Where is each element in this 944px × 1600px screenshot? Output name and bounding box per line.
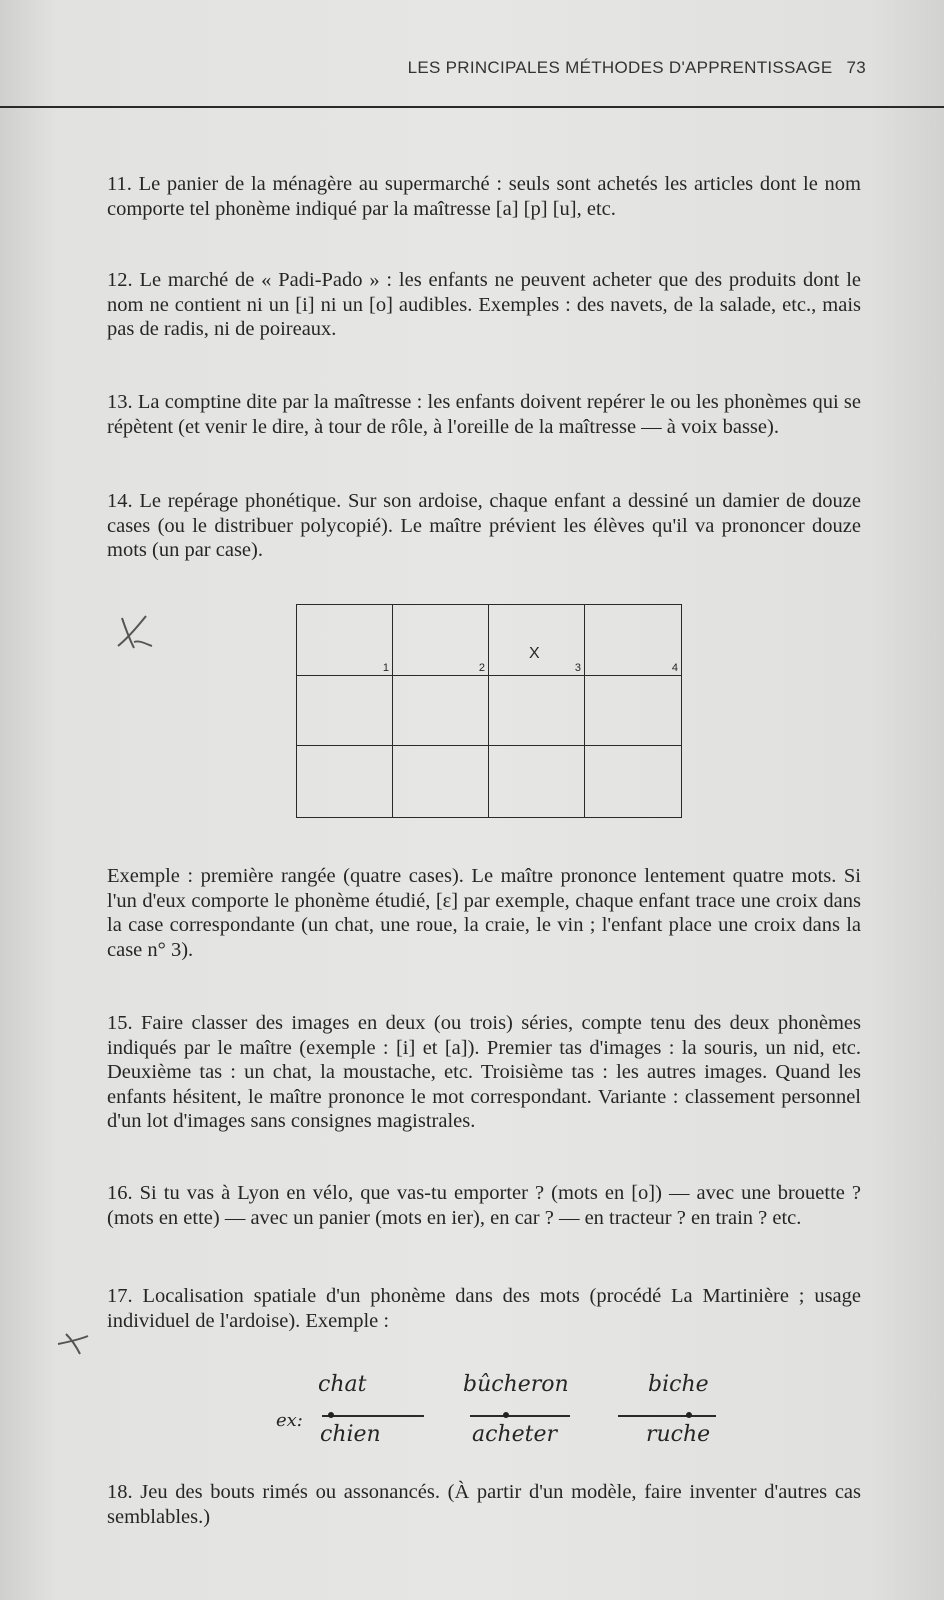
example-line xyxy=(322,1415,424,1417)
grid-cell xyxy=(585,746,681,817)
item-14: 14. Le repérage phonétique. Sur son ardoise, chaque enfant a dessiné un damier de douze cases (ou le distribuer polycopié). Le maître prévient les élèves qu'il va prononcer douze mots (un par case). xyxy=(107,490,861,561)
grid-cell xyxy=(297,746,393,817)
item-17: 17. Localisation spatiale d'un phonème dans des mots (procédé La Martinière ; usage individuel de l'ardoise). Exemple : xyxy=(107,1285,861,1332)
twelve-cell-grid xyxy=(296,604,682,818)
cross-mark: X xyxy=(529,645,540,662)
grid-cell xyxy=(489,746,585,817)
running-header xyxy=(408,58,866,78)
grid-cell xyxy=(297,676,393,747)
item-15: 15. Faire classer des images en deux (ou trois) séries, compte tenu des deux phonèmes indiqués par le maître (exemple : [i] et [a]). Premier tas d'images : la souris, un nid, etc. Deuxième tas : un chat, la moustache, etc. Troisième tas : les autres images. Quand les enfants hésitent, le maître prononce le mot correspondant. Variante : classement personnel d'un lot d'images sans consignes magistrales. xyxy=(107,1012,861,1132)
grid-cell xyxy=(489,605,585,676)
grid-cell xyxy=(393,746,489,817)
cursive-word-top: biche xyxy=(648,1372,709,1397)
item-16: 16. Si tu vas à Lyon en vélo, que vas-tu emporter ? (mots en [o]) — avec une brouette ? (mots en ette) — avec un panier (mots en ier), en car ? — en tracteur ? en train ? etc. xyxy=(107,1182,861,1229)
grid-cell xyxy=(393,605,489,676)
item-12: 12. Le marché de « Padi-Pado » : les enfants ne peuvent acheter que des produits dont le nom ne contient ni un [i] ni un [o] audibles. Exemples : des navets, de la salade, etc., mais pas de radis, ni de poireaux. xyxy=(107,269,861,340)
item-11: 11. Le panier de la ménagère au supermarché : seuls sont achetés les articles dont le nom comporte tel phonème indiqué par la maîtresse [a] [p] [u], etc. xyxy=(107,173,861,220)
cursive-word-bottom: chien xyxy=(320,1422,381,1447)
phoneme-dot xyxy=(686,1412,692,1418)
example-line xyxy=(618,1415,716,1417)
example-text: Exemple : première rangée (quatre cases). Le maître prononce lentement quatre mots. Si l'un d'eux comporte le phonème étudié, [ɛ] par exemple, chaque enfant trace une croix dans la case correspondante (un chat, une roue, la craie, le vin ; l'enfant place une croix dans la case n° 3). xyxy=(107,865,861,961)
item-18: 18. Jeu des bouts rimés ou assonancés. (À partir d'un modèle, faire inventer d'autres cas semblables.) xyxy=(107,1481,861,1528)
page-number: 73 xyxy=(846,58,866,77)
phoneme-dot xyxy=(328,1412,334,1418)
grid-cell xyxy=(585,676,681,747)
phoneme-dot xyxy=(503,1412,509,1418)
cell-number: 4 xyxy=(671,661,678,674)
pencil-arrow-mark xyxy=(54,1330,94,1358)
cursive-word-top: chat xyxy=(318,1372,367,1397)
pencil-cross-mark xyxy=(112,612,156,652)
grid-cell xyxy=(297,605,393,676)
cursive-word-bottom: ruche xyxy=(646,1422,711,1447)
cell-number: 1 xyxy=(382,661,389,674)
cell-number: 3 xyxy=(574,661,581,674)
cursive-word-top: bûcheron xyxy=(463,1372,569,1397)
header-rule xyxy=(0,106,944,108)
example-line xyxy=(470,1415,570,1417)
item-13: 13. La comptine dite par la maîtresse : les enfants doivent repérer le ou les phonèmes qui se répètent (et venir le dire, à tour de rôle, à l'oreille de la maîtresse — à voix basse). xyxy=(107,391,861,438)
header-title: LES PRINCIPALES MÉTHODES D'APPRENTISSAGE xyxy=(407,58,833,77)
grid-cell xyxy=(489,676,585,747)
grid-cell xyxy=(393,676,489,747)
example-label: ex: xyxy=(276,1410,303,1431)
grid-cell xyxy=(585,605,681,676)
cell-number: 2 xyxy=(478,661,485,674)
cursive-word-bottom: acheter xyxy=(472,1422,558,1447)
